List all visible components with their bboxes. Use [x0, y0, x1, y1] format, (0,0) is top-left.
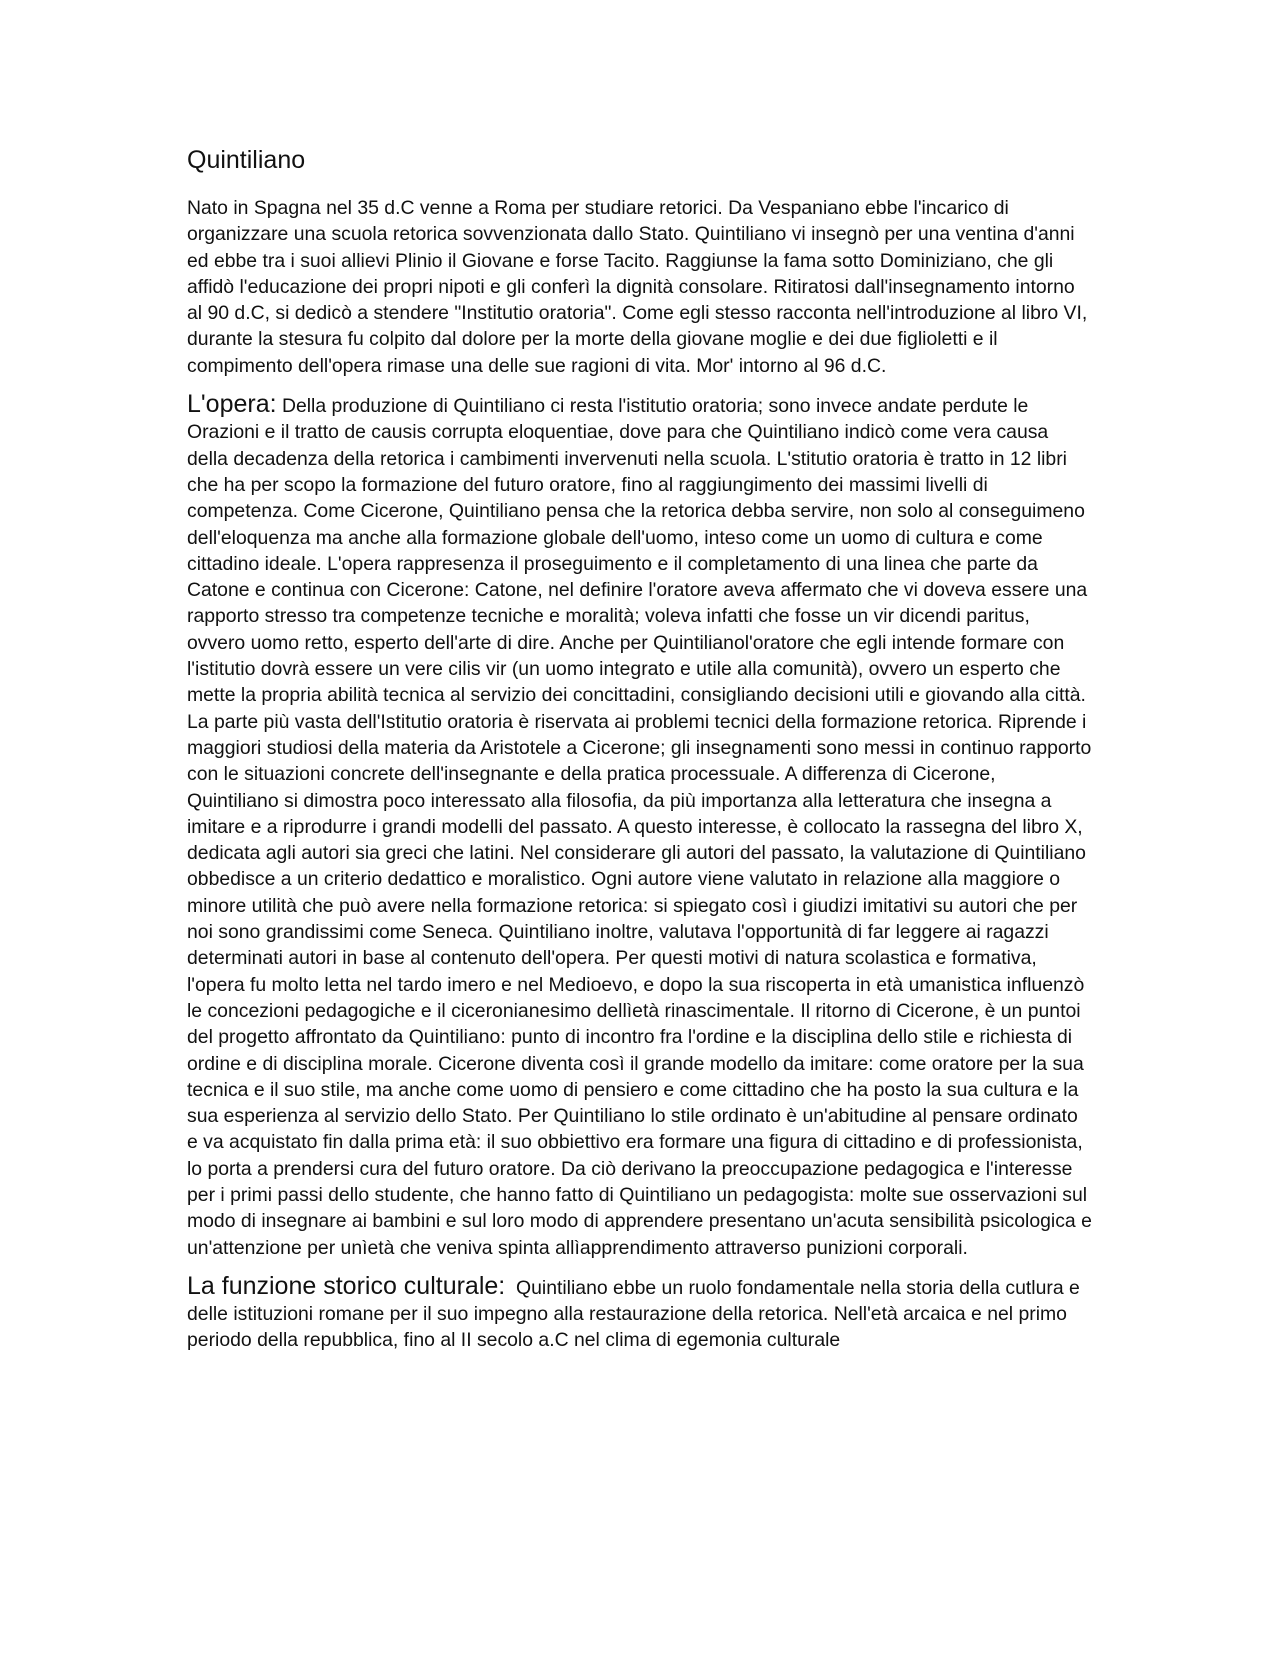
funzione-text: Quintiliano ebbe un ruolo fondamentale nella storia della cutlura e delle istituzioni romane per il suo impegno alla restaurazione della retorica. Nell'età arcaica e nel primo periodo della repubblica, fino al II secolo a.C nel clima di egemonia culturale — [187, 1276, 1086, 1352]
document-page — [187, 143, 1092, 1354]
document-title: Quintiliano — [187, 146, 306, 174]
opera-paragraph — [187, 391, 1092, 1261]
opera-text: Della produzione di Quintiliano ci resta l'istitutio oratoria; sono invece andate perdute le Orazioni e il tratto de causis corrupta eloquentiae, dove para che Quintiliano indicò come vera causa della decadenza della retorica i cambimenti invervenuti nella scuola. L'stitutio oratoria è tratto in 12 libri che ha per scopo la formazione del futuro oratore, fino al raggiungimento dei massimi livelli di competenza. Come Cicerone, Quintiliano pensa che la retorica debba servire, non solo al conseguimeno dell'eloquenza ma anche alla formazione globale dell'uomo, inteso come un uomo di cultura e come cittadino ideale. L'opera rappresenza il proseguimento e il completamento di una linea che parte da Catone e continua con Cicerone: Catone, nel definire l'oratore aveva affermato che vi doveva essere una rapporto stresso tra competenze tecniche e moralità; voleva infatti che fosse un vir dicendi paritus, ovvero uomo retto, esperto dell'arte di dire. Anche per Quintilianol'oratore che egli intende formare con l'istitutio dovrà essere un vere cilis vir (un uomo integrato e utile alla comunità), ovvero un esperto che mette la propria abilità tecnica al servizio dei concittadini, consigliando decisioni utili e giovando alla città. La parte più vasta dell'Istitutio oratoria è riservata ai problemi tecnici della formazione retorica. Riprende i maggiori studiosi della materia da Aristotele a Cicerone; gli insegnamenti sono messi in continuo rapporto con le situazioni concrete dell'insegnante e della pratica processuale. A differenza di Cicerone, Quintiliano si dimostra poco interessato alla filosofia, da più importanza alla letteratura che insegna a imitare e a riprodurre i grandi modelli del passato. A questo interesse, è collocato la rassegna del libro X, dedicata agli autori sia greci che latini. Nel considerare gli autori del passato, la valutazione di Quintiliano obbedisce a un criterio dedattico e moralistico. Ogni autore viene valutato in relazione alla maggiore o minore utilità che può avere nella formazione retorica: si spiegato così i giudizi imitativi su autori che per noi sono grandissimi come Seneca. Quintiliano inoltre, valutava l'opportunità di far leggere ai ragazzi determinati autori in base al contenuto dell'opera. Per questi motivi di natura scolastica e formativa, l'opera fu molto letta nel tardo imero e nel Medioevo, e dopo la sua riscoperta in età umanistica influenzò le concezioni pedagogiche e il ciceronianesimo dellìetà rinascimentale. Il ritorno di Cicerone, è un puntoi del progetto affrontato da Quintiliano: punto di incontro fra l'ordine e la disciplina dello stile e richiesta di ordine e di disciplina morale. Cicerone diventa così il grande modello da imitare: come oratore per la sua tecnica e il suo stile, ma anche come uomo di pensiero e come cittadino che ha posto la sua cultura e la sua esperienza al servizio dello Stato. Per Quintiliano lo stile ordinato è un'abitudine al pensare ordinato e va acquistato fin dalla prima età: il suo obbiettivo era formare una figura di cittadino e di professionista, lo porta a prendersi cura del futuro oratore. Da ciò derivano la preoccupazione pedagogica e l'interesse per i primi passi dello studente, che hanno fatto di Quintiliano un pedagogista: molte sue osservazioni sul modo di insegnare ai bambini e sul loro modo di apprendere presentano un'acuta sensibilità psicologica e un'attenzione per unìetà che veniva spinta allìapprendimento attraverso punizioni corporali. — [187, 395, 1092, 1259]
funzione-heading: La funzione storico culturale: — [187, 1271, 506, 1300]
funzione-paragraph — [187, 1273, 1092, 1354]
intro-paragraph: Nato in Spagna nel 35 d.C venne a Roma per studiare retorici. Da Vespaniano ebbe l'incarico di organizzare una scuola retorica sovvenzionata dallo Stato. Quintiliano vi insegnò per una ventina d'anni ed ebbe tra i suoi allievi Plinio il Giovane e forse Tacito. Raggiunse la fama sotto Dominiziano, che gli affidò l'educazione dei propri nipoti e gli conferì la dignità consolare. Ritiratosi dall'insegnamento intorno al 90 d.C, si dedicò a stendere "Institutio oratoria". Come egli stesso racconta nell'introduzione al libro VI, durante la stesura fu colpito dal dolore per la morte della giovane moglie e dei due figlioletti e il compimento dell'opera rimase una delle sue ragioni di vita. Mor' intorno al 96 d.C. — [187, 197, 1088, 377]
opera-heading: L'opera: — [187, 390, 277, 419]
